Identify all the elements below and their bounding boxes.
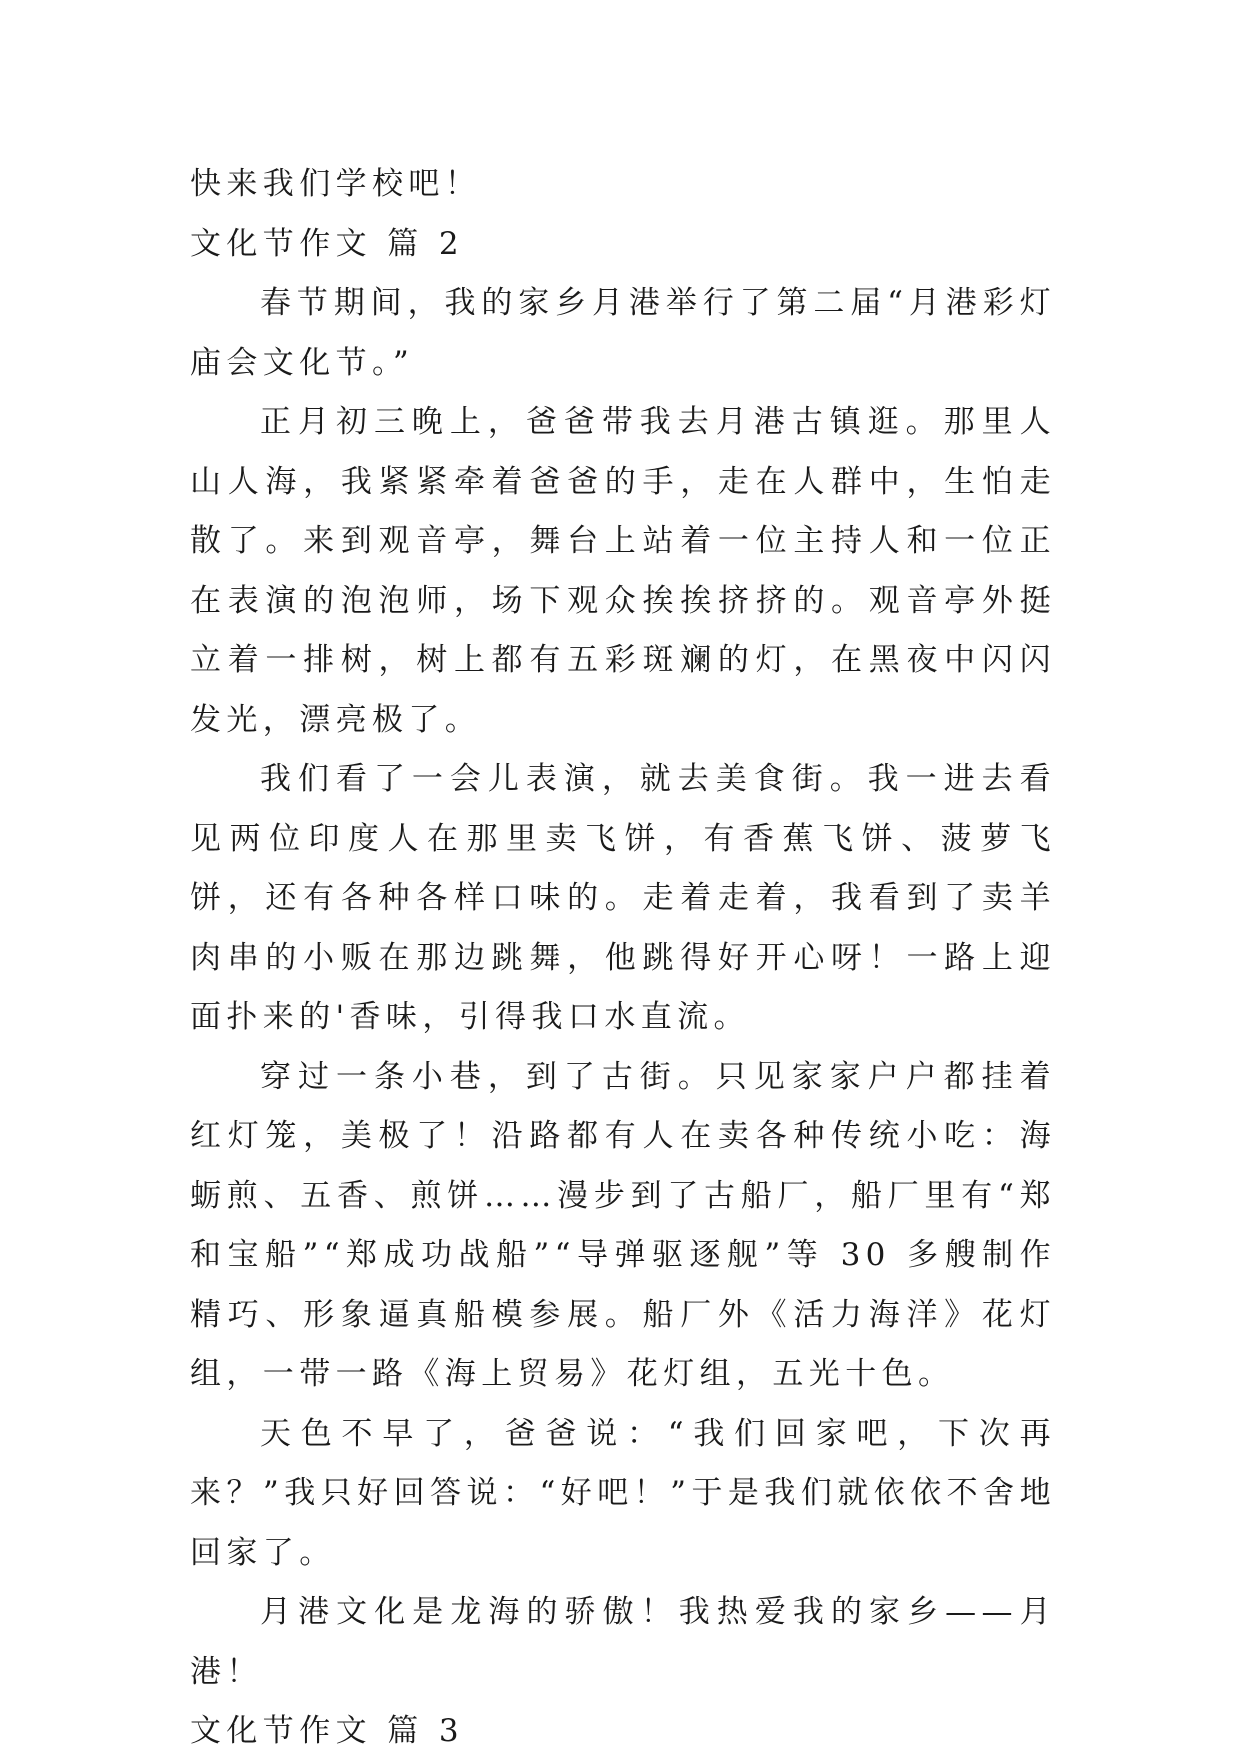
paragraph-6: 月港文化是龙海的骄傲！我热爱我的家乡——月港！ — [190, 1594, 1056, 1690]
document-body — [190, 155, 1056, 1762]
closing-line: 快来我们学校吧！ — [190, 166, 482, 202]
paragraph-3: 我们看了一会儿表演，就去美食街。我一进去看见两位印度人在那里卖飞饼，有香蕉飞饼、菠萝飞饼，还有各种各样口味的。走着走着，我看到了卖羊肉串的小贩在那边跳舞，他跳得好开心呀！一路上迎面扑来的'香味，引得我口水直流。 — [190, 761, 1056, 1035]
paragraph-2: 正月初三晚上，爸爸带我去月港古镇逛。那里人山人海，我紧紧牵着爸爸的手，走在人群中，生怕走散了。来到观音亭，舞台上站着一位主持人和一位正在表演的泡泡师，场下观众挨挨挤挤的。观音亭外挺立着一排树，树上都有五彩斑斓的灯，在黑夜中闪闪发光，漂亮极了。 — [190, 404, 1056, 738]
paragraph-4: 穿过一条小巷，到了古街。只见家家户户都挂着红灯笼，美极了！沿路都有人在卖各种传统小吃：海蛎煎、五香、煎饼……漫步到了古船厂，船厂里有“郑和宝船”“郑成功战船”“导弹驱逐舰”等 30 多艘制作精巧、形象逼真船模参展。船厂外《活力海洋》花灯组，一带一路《海上贸易》花灯组，五光十色。 — [190, 1058, 1056, 1392]
paragraph-5: 天色不早了，爸爸说：“我们回家吧，下次再来？”我只好回答说：“好吧！”于是我们就依依不舍地回家了。 — [190, 1415, 1056, 1571]
paragraph-1: 春节期间，我的家乡月港举行了第二届“月港彩灯庙会文化节。” — [190, 285, 1056, 381]
section-heading-3: 文化节作文 篇 3 — [190, 1713, 465, 1749]
section-heading-2: 文化节作文 篇 2 — [190, 225, 465, 262]
